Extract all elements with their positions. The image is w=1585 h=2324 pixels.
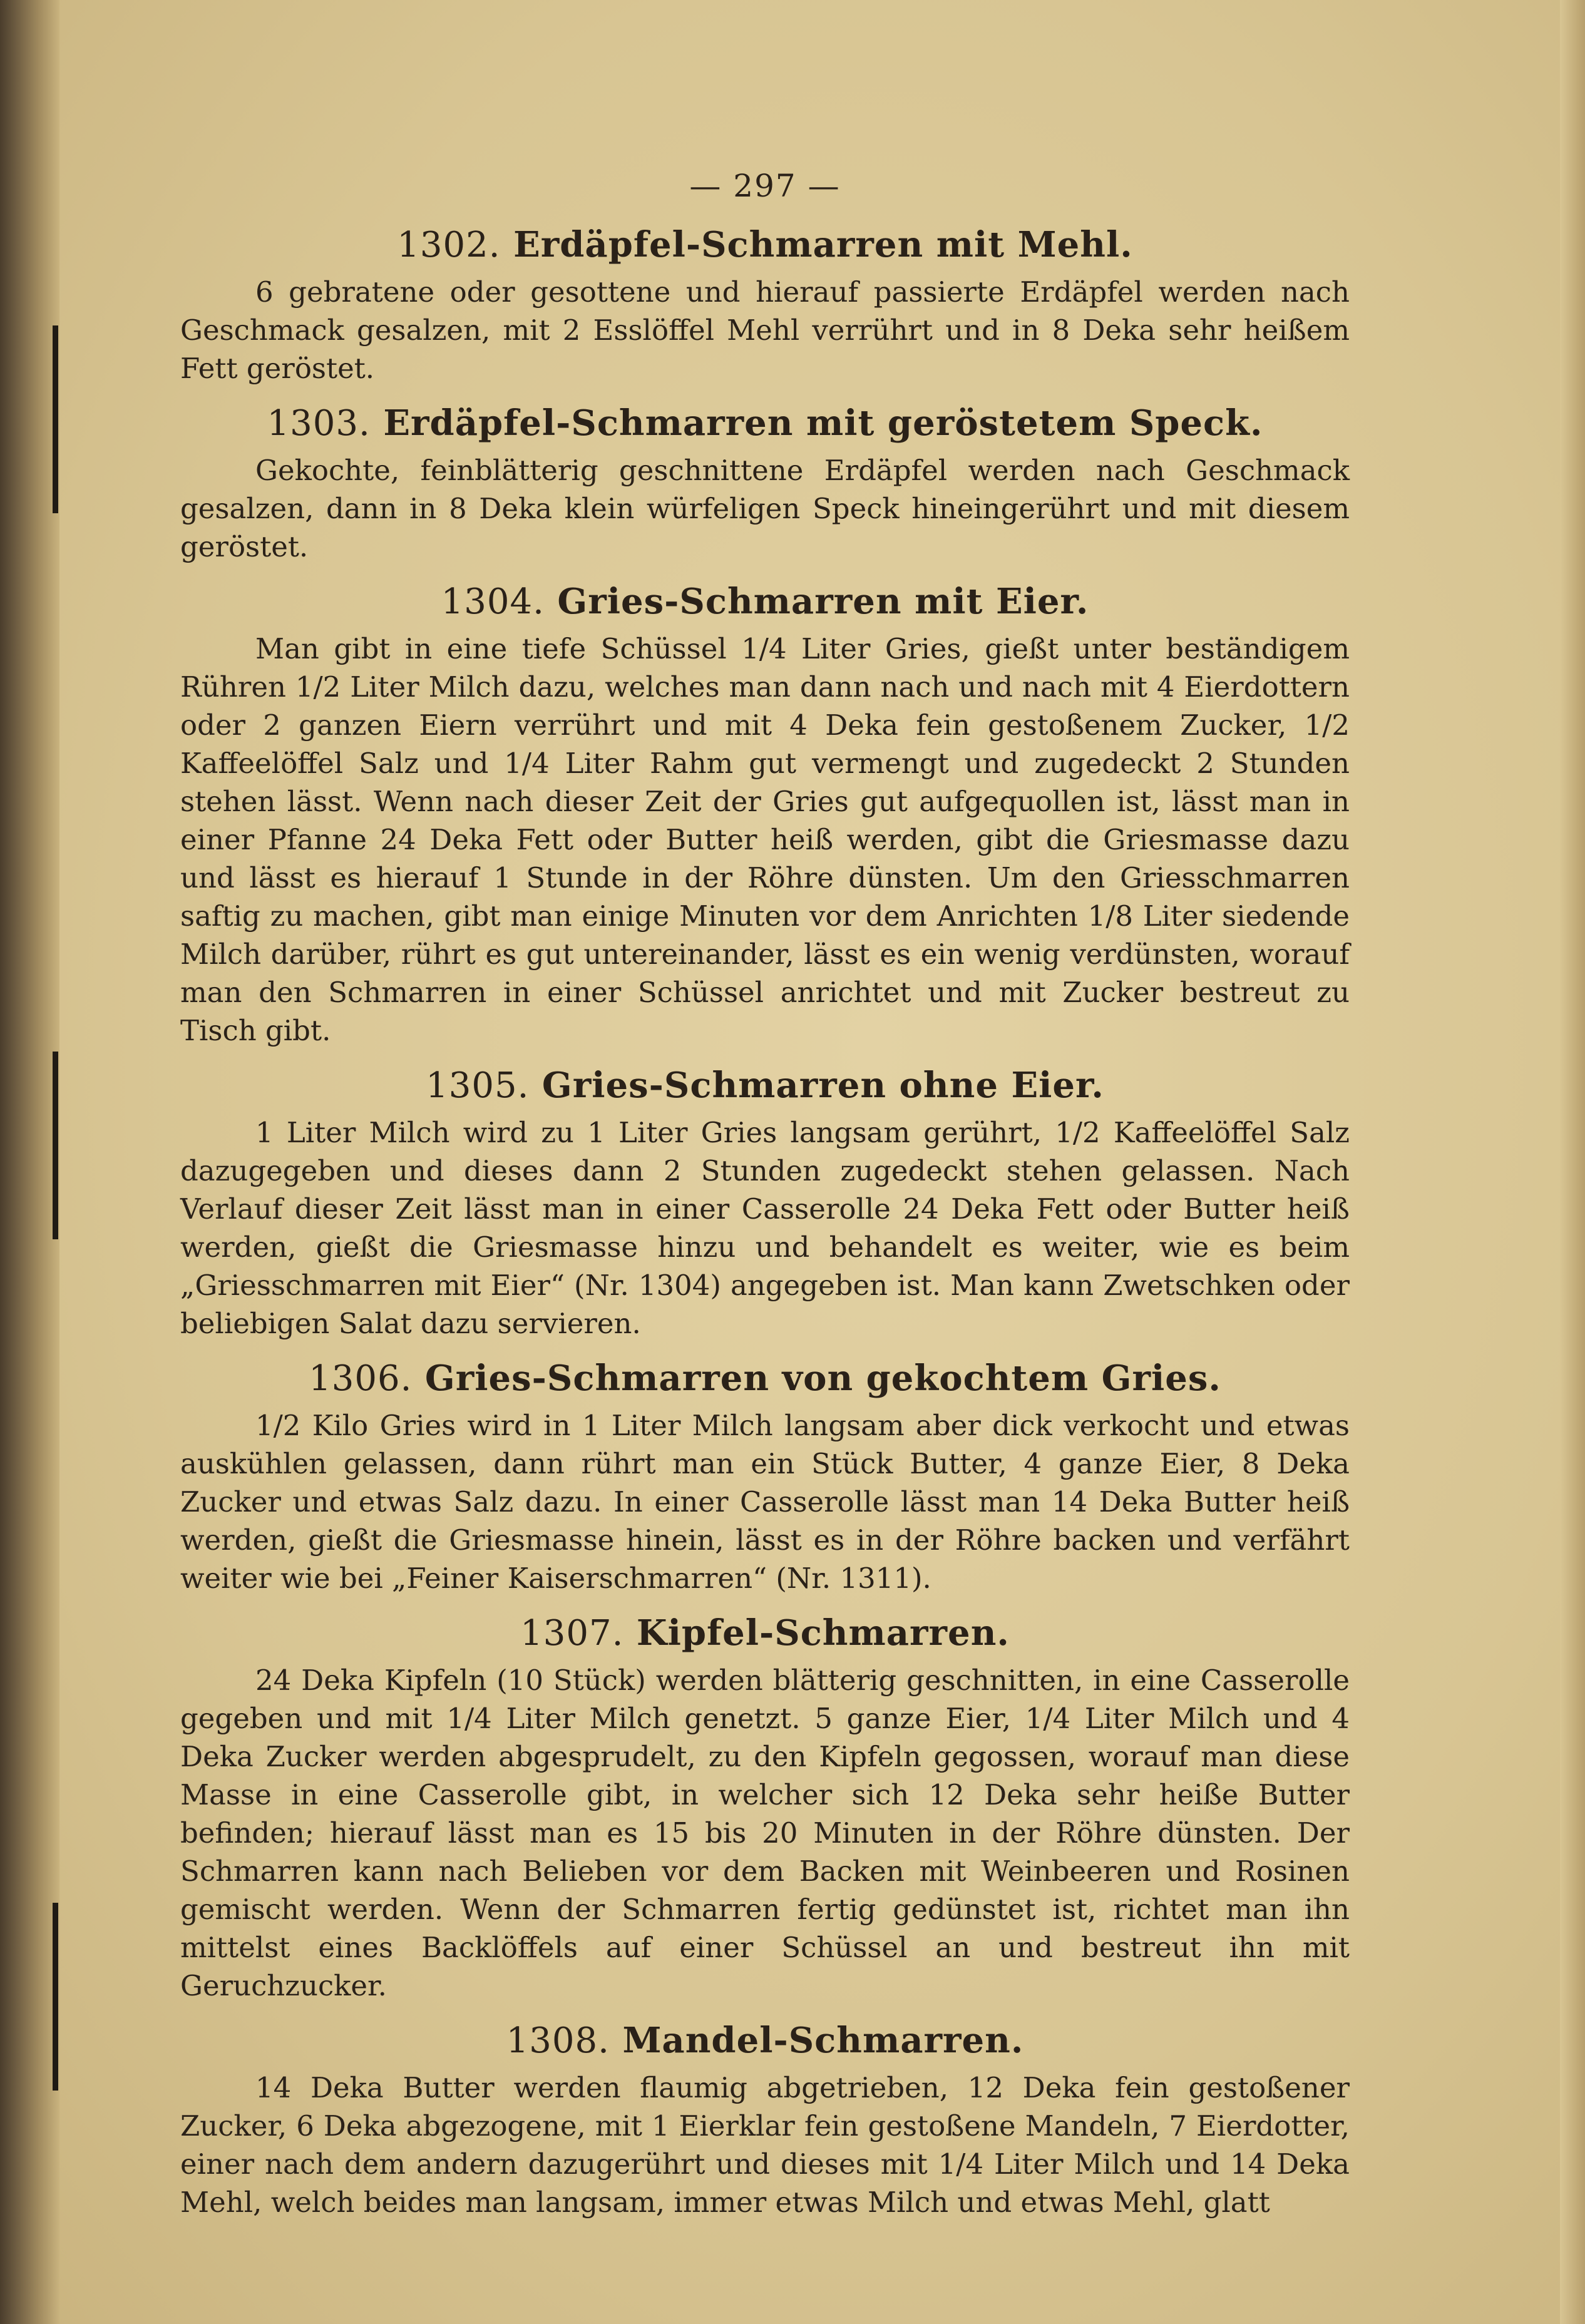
recipe-heading: [180, 1065, 1350, 1106]
recipe-1302: [180, 224, 1350, 387]
recipe-heading: [180, 1358, 1350, 1399]
recipe-title: Mandel-Schmarren.: [622, 2020, 1024, 2061]
recipe-title: Gries-Schmarren mit Eier.: [557, 581, 1089, 622]
recipe-heading: [180, 224, 1350, 265]
recipe-1308: [180, 2020, 1350, 2221]
recipe-text: 1/2 Kilo Gries wird in 1 Liter Milch langsam aber dick verkocht und etwas auskühlen gelassen, dann rührt man ein Stück Butter, 4 ganze Eier, 8 Deka Zucker und etwas Salz dazu. In einer Casserolle lässt man 14 Deka Butter heiß werden, gießt die Griesmasse hinein, lässt es in der Röhre backen und verfährt weiter wie bei „Feiner Kaiserschmarren“ (Nr. 1311).: [180, 1409, 1350, 1595]
recipe-heading: [180, 581, 1350, 622]
recipe-number: 1304.: [441, 581, 545, 622]
recipe-title: Gries-Schmarren ohne Eier.: [541, 1065, 1104, 1106]
book-gutter: [0, 0, 59, 2324]
recipe-number: 1308.: [506, 2020, 610, 2061]
recipe-1307: [180, 1612, 1350, 2005]
recipe-number: 1307.: [520, 1613, 624, 1654]
recipe-1305: [180, 1065, 1350, 1343]
margin-mark: [53, 1903, 58, 2091]
page-content: [180, 168, 1350, 2236]
recipe-number: 1306.: [309, 1358, 413, 1399]
page-edge: [1560, 0, 1585, 2324]
recipe-number: 1303.: [267, 403, 371, 444]
recipe-text: Gekochte, feinblätterig geschnittene Erdäpfel werden nach Geschmack gesalzen, dann in 8 Deka klein würfeligen Speck hineingerührt und mit diesem geröstet.: [180, 454, 1350, 563]
recipe-title: Gries-Schmarren von gekochtem Gries.: [424, 1358, 1221, 1399]
recipe-1306: [180, 1358, 1350, 1597]
margin-mark: [53, 325, 58, 513]
recipe-text: 1 Liter Milch wird zu 1 Liter Gries langsam gerührt, 1/2 Kaffeelöffel Salz dazugegeben und dieses dann 2 Stunden zugedeckt stehen gelassen. Nach Verlauf dieser Zeit lässt man in einer Casserolle 24 Deka Fett oder Butter heiß werden, gießt die Griesmasse hinzu und behandelt es weiter, wie es beim „Griesschmarren mit Eier“ (Nr. 1304) angegeben ist. Man kann Zwetschken oder beliebigen Salat dazu servieren.: [180, 1116, 1350, 1340]
recipe-1303: [180, 402, 1350, 566]
recipe-text: 14 Deka Butter werden flaumig abgetrieben, 12 Deka fein gestoßener Zucker, 6 Deka abgezogene, mit 1 Eierklar fein gestoßene Mandeln, 7 Eierdotter, einer nach dem andern dazugerührt und dieses mit 1/4 Liter Milch und 14 Deka Mehl, welch beides man langsam, immer etwas Milch und etwas Mehl, glatt: [180, 2071, 1350, 2219]
recipe-heading: [180, 1612, 1350, 1654]
recipe-number: 1305.: [426, 1065, 530, 1106]
recipe-title: Kipfel-Schmarren.: [636, 1612, 1010, 1654]
recipe-text: 6 gebratene oder gesottene und hierauf passierte Erdäpfel werden nach Geschmack gesalzen, mit 2 Esslöffel Mehl verrührt und in 8 Deka sehr heißem Fett geröstet.: [180, 275, 1350, 385]
recipe-text: 24 Deka Kipfeln (10 Stück) werden blätterig geschnitten, in eine Casserolle gegeben und mit 1/4 Liter Milch genetzt. 5 ganze Eier, 1/4 Liter Milch und 4 Deka Zucker werden abgesprudelt, zu den Kipfeln gegossen, worauf man diese Masse in eine Casserolle gibt, in welcher sich 12 Deka sehr heiße Butter befinden; hierauf lässt man es 15 bis 20 Minuten in der Röhre dünsten. Der Schmarren kann nach Belieben vor dem Backen mit Weinbeeren und Rosinen gemischt werden. Wenn der Schmarren fertig gedünstet ist, richtet man ihn mittelst eines Backlöffels auf einer Schüssel an und bestreut ihn mit Geruchzucker.: [180, 1664, 1350, 2002]
recipe-1304: [180, 581, 1350, 1050]
recipe-title: Erdäpfel-Schmarren mit geröstetem Speck.: [383, 402, 1263, 444]
recipe-heading: [180, 402, 1350, 444]
recipe-title: Erdäpfel-Schmarren mit Mehl.: [513, 224, 1133, 265]
recipe-text: Man gibt in eine tiefe Schüssel 1/4 Liter Gries, gießt unter beständigem Rühren 1/2 Liter Milch dazu, welches man dann nach und nach mit 4 Eierdottern oder 2 ganzen Eiern verrührt und mit 4 Deka fein gestoßenem Zucker, 1/2 Kaffeelöffel Salz und 1/4 Liter Rahm gut vermengt und zugedeckt 2 Stunden stehen lässt. Wenn nach dieser Zeit der Gries gut aufgequollen ist, lässt man in einer Pfanne 24 Deka Fett oder Butter heiß werden, gibt die Griesmasse dazu und lässt es hierauf 1 Stunde in der Röhre dünsten. Um den Griesschmarren saftig zu machen, gibt man einige Minuten vor dem Anrichten 1/8 Liter siedende Milch darüber, rührt es gut untereinander, lässt es ein wenig verdünsten, worauf man den Schmarren in einer Schüssel anrichtet und mit Zucker bestreut zu Tisch gibt.: [180, 632, 1350, 1047]
margin-mark: [53, 1052, 58, 1239]
page-number: — 297 —: [689, 168, 841, 204]
recipe-heading: [180, 2020, 1350, 2061]
recipe-number: 1302.: [397, 225, 501, 265]
